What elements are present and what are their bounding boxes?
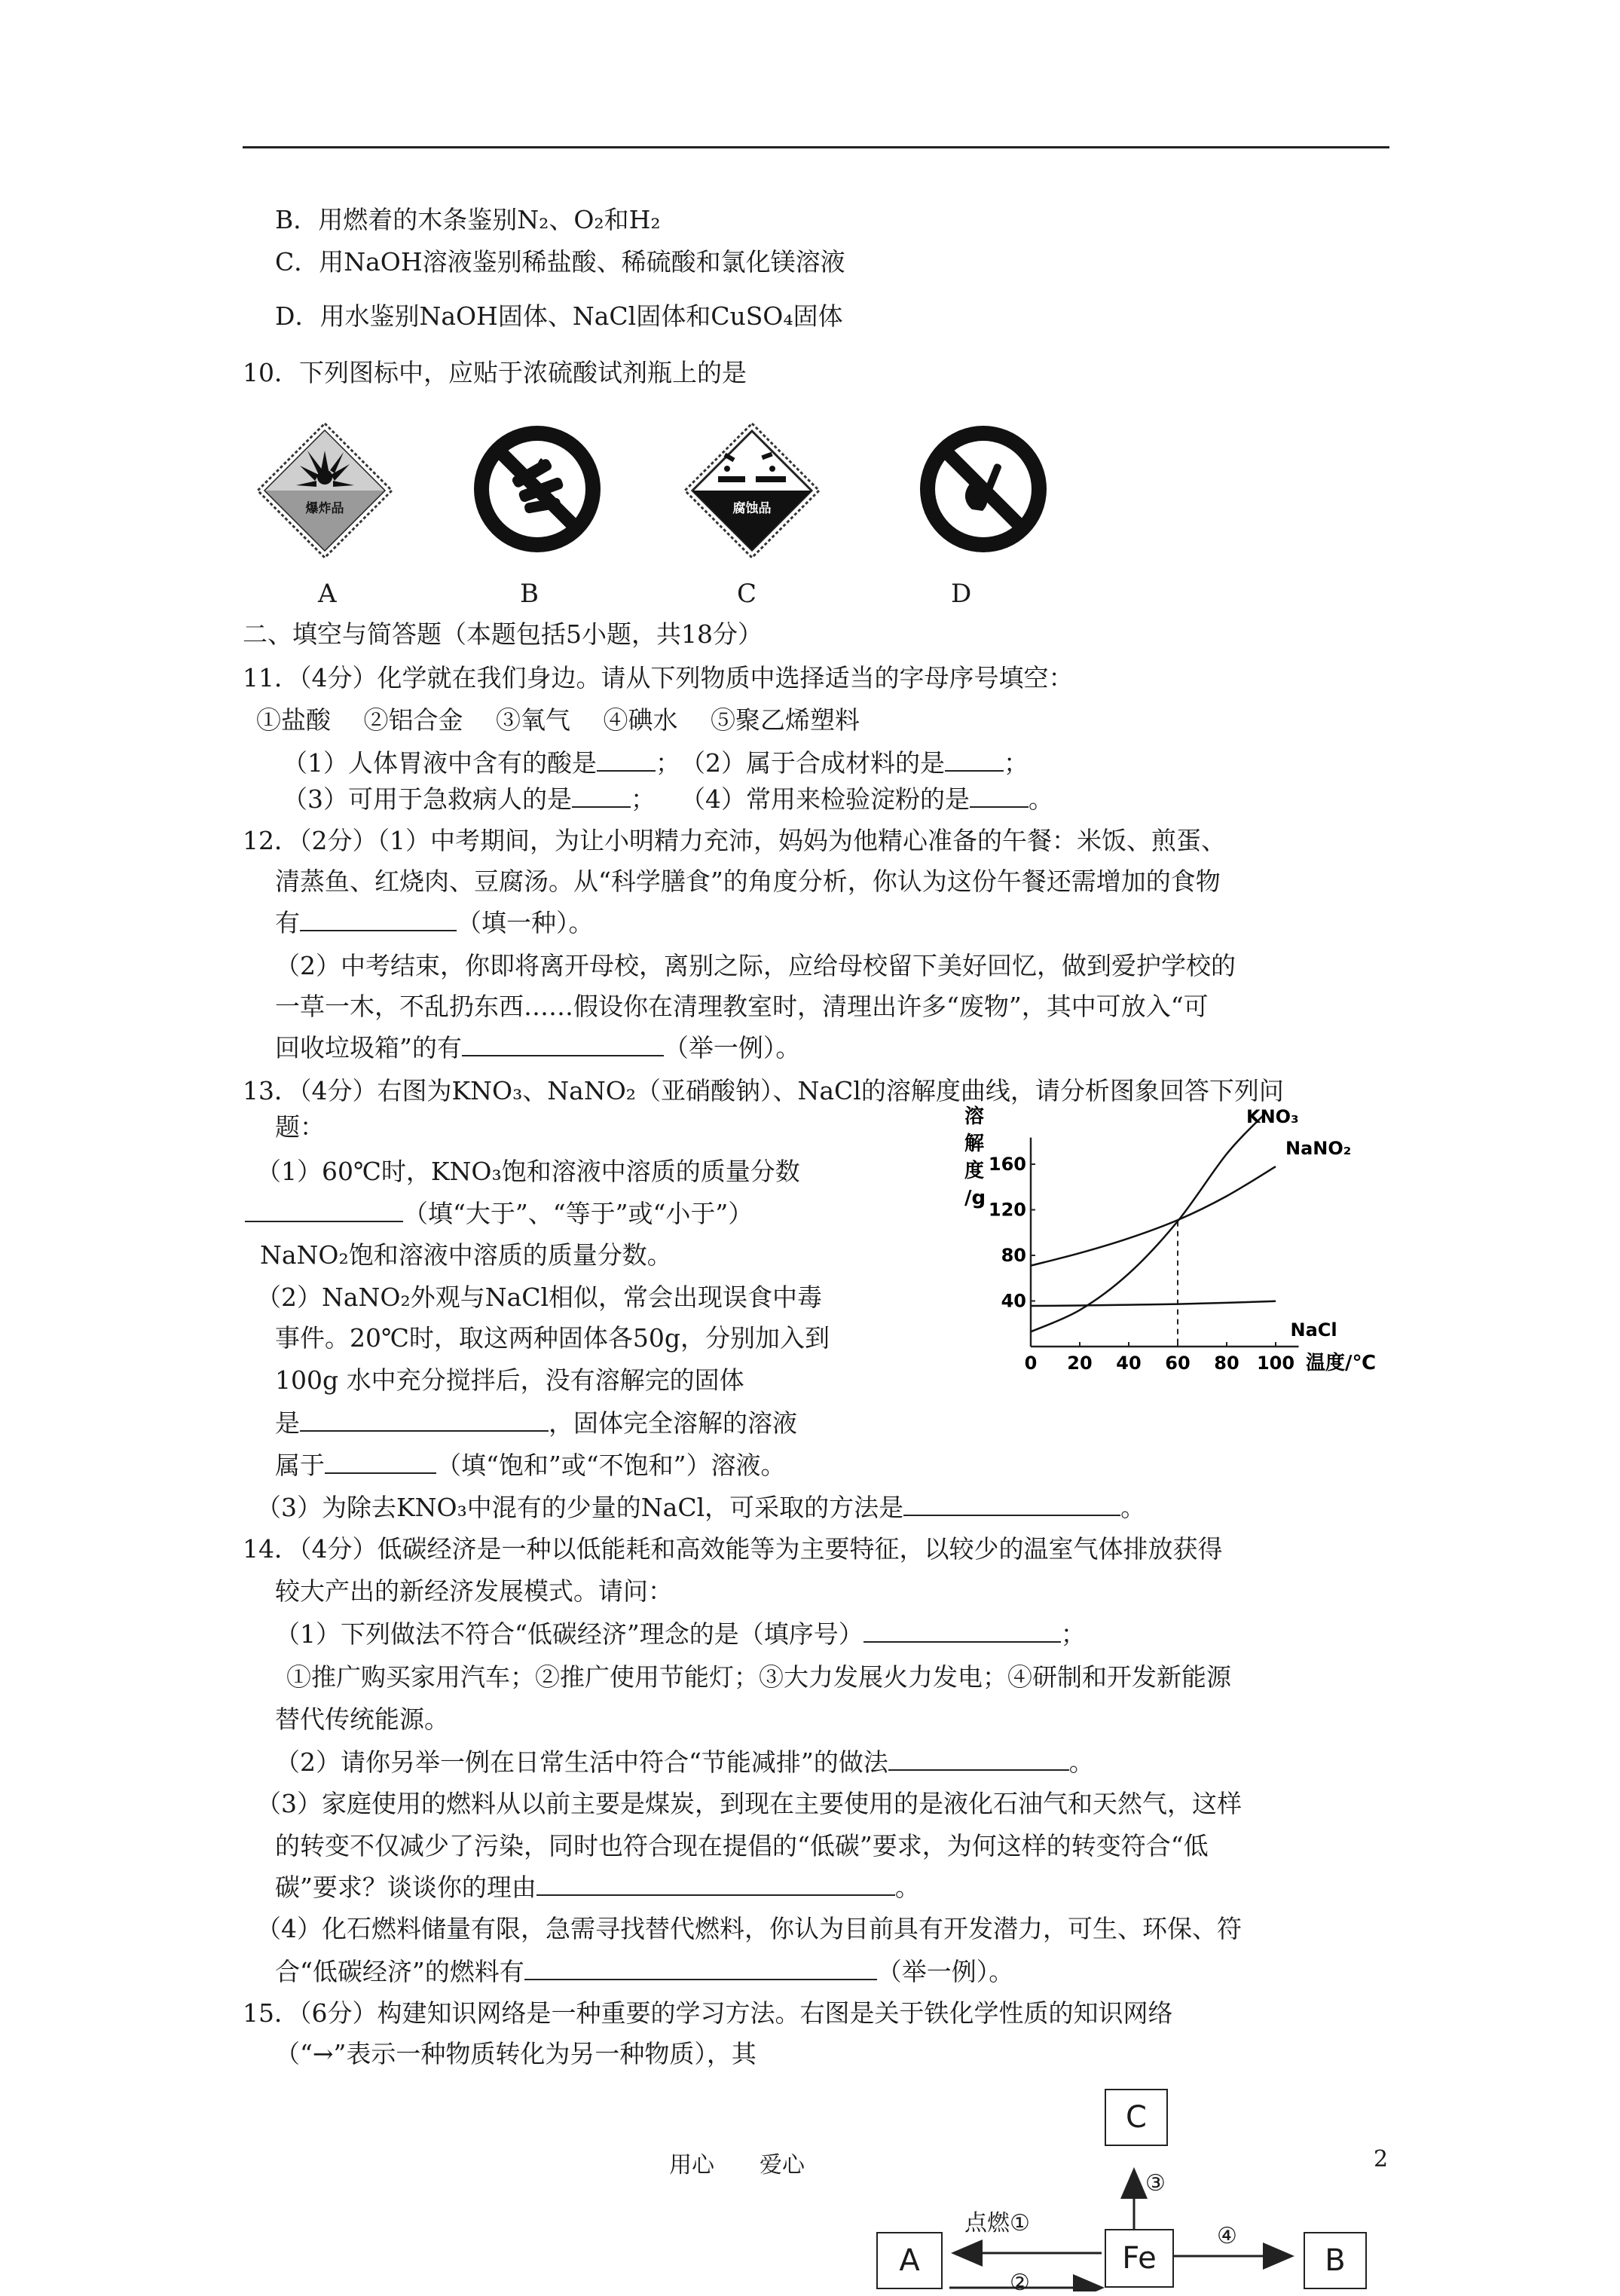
q12-recycle: 回收垃圾箱”的有 xyxy=(275,1033,462,1062)
q13-line10 xyxy=(275,1450,785,1481)
option-c: C．用NaOH溶液鉴别稀盐酸、稀硫酸和氯化镁溶液 xyxy=(275,247,845,277)
q14-line6 xyxy=(275,1747,1094,1778)
q11-stem: 11．（4分）化学就在我们身边。请从下列物质中选择适当的字母序号填空： xyxy=(243,663,1074,692)
curve-nacl xyxy=(1031,1301,1276,1306)
sign-label-d: D xyxy=(951,579,972,609)
q13-line9 xyxy=(275,1408,797,1438)
box-b: B xyxy=(1304,2232,1367,2289)
q14-example: （举一例）。 xyxy=(876,1957,1014,1986)
q15-line1: 15．（6分）构建知识网络是一种重要的学习方法。右图是关于铁化学性质的知识网络 xyxy=(243,1998,1173,2028)
answer-blank[interactable] xyxy=(300,1408,549,1432)
q14-line4: ①推广购买家用汽车；②推广使用节能灯；③大力发展火力发电；④研制和开发新能源 xyxy=(286,1662,1231,1692)
y-tick-label: 80 xyxy=(1001,1245,1026,1266)
q10-stem: 10．下列图标中，应贴于浓硫酸试剂瓶上的是 xyxy=(243,358,747,387)
answer-blank[interactable] xyxy=(888,1747,1069,1771)
q12-fill-one: （填一种）。 xyxy=(457,908,594,937)
q14-line2: 较大产出的新经济发展模式。请问： xyxy=(275,1576,673,1606)
x-tick-label: 0 xyxy=(1024,1353,1038,1374)
q12-you: 有 xyxy=(275,908,300,937)
q14-line1: 14．（4分）低碳经济是一种以低能耗和高效能等为主要特征，以较少的温室气体排放获得 xyxy=(243,1534,1223,1564)
q13-line3: （1）60℃时，KNO₃饱和溶液中溶质的质量分数 xyxy=(256,1157,800,1186)
answer-blank[interactable] xyxy=(903,1492,1120,1516)
q14-reason: 碳”要求？谈谈你的理由 xyxy=(275,1873,536,1902)
answer-blank[interactable] xyxy=(325,1450,436,1474)
q11-part1: （1）人体胃液中含有的酸是 xyxy=(283,748,597,778)
q12-line4: （2）中考结束，你即将离开母校，离别之际，应给母校留下美好回忆，做到爱护学校的 xyxy=(275,951,1236,980)
q11-part2: ； （2）属于合成材料的是 xyxy=(656,748,945,778)
q13-line7: 事件。20℃时，取这两种固体各50g，分别加入到 xyxy=(275,1323,830,1353)
answer-blank[interactable] xyxy=(863,1619,1061,1643)
y-tick-label: 160 xyxy=(988,1154,1026,1175)
answer-blank[interactable] xyxy=(945,747,1004,772)
q11-options: ①盐酸 ②铝合金 ③氧气 ④碘水 ⑤聚乙烯塑料 xyxy=(256,705,860,735)
q12-line1: 12．（2分）（1）中考期间，为让小明精力充沛，妈妈为他精心准备的午餐：米饭、煎蛋、 xyxy=(243,826,1226,855)
curve-label: NaCl xyxy=(1290,1319,1337,1341)
q14-part1: （1）下列做法不符合“低碳经济”理念的是（填序号） xyxy=(275,1619,863,1649)
x-tick-label: 40 xyxy=(1116,1353,1142,1374)
q13-method: （3）为除去KNO₃中混有的少量的NaCl，可采取的方法是 xyxy=(256,1493,904,1522)
box-a: A xyxy=(876,2232,943,2289)
x-tick-label: 20 xyxy=(1067,1353,1093,1374)
q14-period: 。 xyxy=(1068,1747,1094,1777)
q11-part4: ； （4）常用来检验淀粉的是 xyxy=(631,784,970,814)
q14-period: 。 xyxy=(894,1873,920,1902)
q14-line3 xyxy=(275,1619,1086,1649)
q15-line2: （“→”表示一种物质转化为另一种物质），其 xyxy=(275,2039,757,2068)
q14-line11 xyxy=(275,1956,1013,1987)
q11-line2 xyxy=(283,784,1053,815)
curve-label: KNO₃ xyxy=(1246,1106,1299,1127)
answer-blank[interactable] xyxy=(300,907,457,931)
q14-part2: （2）请你另举一例在日常生活中符合“节能减排”的做法 xyxy=(275,1747,888,1777)
q13-belongs: 属于 xyxy=(275,1451,325,1480)
q12-line6 xyxy=(275,1032,800,1063)
answer-blank[interactable] xyxy=(536,1872,895,1896)
label-3: ③ xyxy=(1145,2170,1166,2197)
svg-text:爆炸品: 爆炸品 xyxy=(305,501,344,516)
q11-part3: （3）可用于急救病人的是 xyxy=(283,784,572,814)
box-fe: Fe xyxy=(1105,2229,1174,2288)
svg-text:腐蚀品: 腐蚀品 xyxy=(732,501,772,516)
q13-period: 。 xyxy=(1120,1493,1146,1522)
explosive-sign-icon xyxy=(255,420,395,561)
q13-saturated: （填“饱和”或“不饱和”）溶液。 xyxy=(436,1451,786,1480)
no-open-flame-sign-icon xyxy=(915,420,1052,558)
q14-line5: 替代传统能源。 xyxy=(275,1704,449,1734)
y-axis-label: 度 xyxy=(964,1160,985,1182)
q14-fuel: 合“低碳经济”的燃料有 xyxy=(275,1957,524,1986)
q13-compare-options: （填“大于”、“等于”或“小于”） xyxy=(403,1199,753,1228)
label-4: ④ xyxy=(1217,2223,1237,2249)
page-number: 2 xyxy=(1374,2146,1389,2172)
q11-line1 xyxy=(283,747,1029,778)
box-c: C xyxy=(1105,2089,1168,2146)
option-d: D．用水鉴别NaOH固体、NaCl固体和CuSO₄固体 xyxy=(275,301,843,331)
q13-line5: NaNO₂饱和溶液中溶质的质量分数。 xyxy=(260,1240,672,1270)
x-tick-label: 80 xyxy=(1214,1353,1239,1374)
x-tick-label: 100 xyxy=(1256,1353,1295,1374)
y-tick-label: 120 xyxy=(988,1199,1026,1221)
q13-dissolved: ，固体完全溶解的溶液 xyxy=(549,1408,797,1438)
curve-label: NaNO₂ xyxy=(1285,1138,1352,1159)
q13-line2: 题： xyxy=(275,1112,325,1142)
no-fire-wood-sign-icon xyxy=(469,420,606,558)
q11-period: 。 xyxy=(1029,784,1053,814)
answer-blank[interactable] xyxy=(970,784,1029,808)
sign-label-b: B xyxy=(520,579,539,609)
q12-line5: 一草一木，不乱扔东西……假设你在清理教室时，清理出许多“废物”，其中可放入“可 xyxy=(275,992,1209,1021)
answer-blank[interactable] xyxy=(597,747,656,772)
section-title: 二、填空与简答题（本题包括5小题，共18分） xyxy=(243,619,763,649)
answer-blank[interactable] xyxy=(524,1956,877,1980)
footer-text: 用心 爱心 xyxy=(669,2152,805,2178)
q12-line2: 清蒸鱼、红烧肉、豆腐汤。从“科学膳食”的角度分析，你认为这份午餐还需增加的食物 xyxy=(275,867,1221,896)
q13-line6: （2）NaNO₂外观与NaCl相似，常会出现误食中毒 xyxy=(256,1283,823,1312)
x-tick-label: 60 xyxy=(1165,1353,1191,1374)
label-2: ② xyxy=(1010,2270,1030,2296)
q14-semicolon: ； xyxy=(1060,1619,1086,1649)
y-axis-label: 溶 xyxy=(964,1105,985,1128)
y-axis-label: 解 xyxy=(964,1133,985,1155)
corrosive-sign-icon xyxy=(682,420,822,561)
header-rule xyxy=(243,146,1389,148)
curve-nano xyxy=(1031,1166,1276,1266)
option-b: B．用燃着的木条鉴别N₂、O₂和H₂ xyxy=(275,205,661,234)
q13-line11 xyxy=(256,1492,1145,1523)
curve-kno xyxy=(1031,1115,1264,1331)
q12-example: （举一例）。 xyxy=(663,1033,801,1062)
q14-line10: （4）化石燃料储量有限，急需寻找替代燃料，你认为目前具有开发潜力，可生、环保、符 xyxy=(256,1914,1242,1943)
q12-line3 xyxy=(275,907,594,938)
sign-label-c: C xyxy=(737,579,757,609)
answer-blank[interactable] xyxy=(462,1032,664,1056)
sign-label-a: A xyxy=(318,579,337,609)
answer-blank[interactable] xyxy=(572,784,631,808)
q14-line9 xyxy=(275,1872,920,1903)
q13-line1: 13．（4分）右图为KNO₃、NaNO₂（亚硝酸钠）、NaCl的溶解度曲线，请分析图象回答下列问 xyxy=(243,1076,1284,1105)
q13-line4 xyxy=(245,1198,753,1229)
label-ignite-1: 点燃① xyxy=(964,2210,1030,2236)
x-axis-label: 温度/℃ xyxy=(1306,1352,1376,1374)
y-tick-label: 40 xyxy=(1001,1290,1026,1312)
q11-semicolon: ； xyxy=(1004,748,1029,778)
q14-line8: 的转变不仅减少了污染，同时也符合现在提倡的“低碳”要求，为何这样的转变符合“低 xyxy=(275,1831,1209,1860)
q13-is: 是 xyxy=(275,1408,300,1438)
solubility-chart xyxy=(946,1100,1390,1402)
q14-line7: （3）家庭使用的燃料从以前主要是煤炭，到现在主要使用的是液化石油气和天然气，这样 xyxy=(256,1789,1242,1818)
q13-line8: 100g 水中充分搅拌后，没有溶解完的固体 xyxy=(275,1365,744,1395)
y-axis-label: /g xyxy=(964,1187,986,1209)
answer-blank[interactable] xyxy=(245,1198,403,1222)
